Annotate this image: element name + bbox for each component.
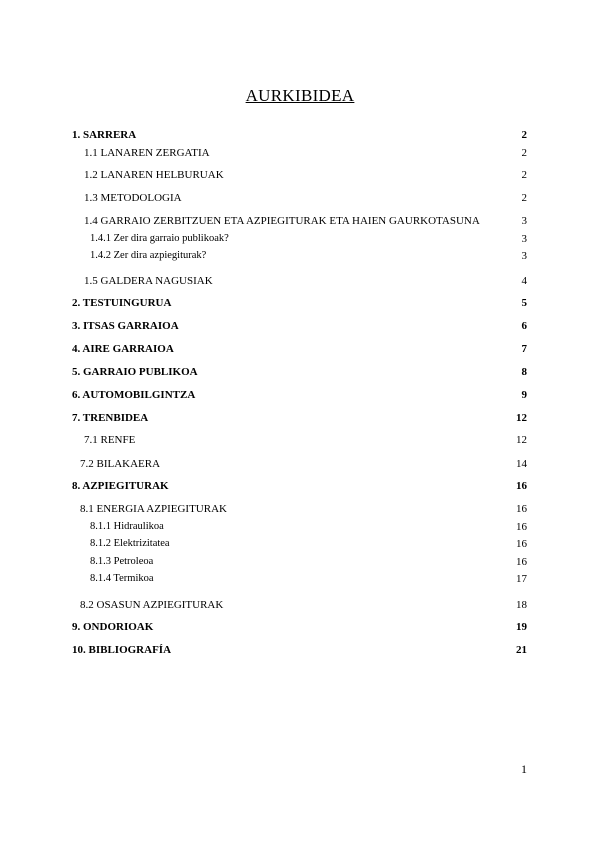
toc-entry-label: 8.1 ENERGIA AZPIEGITURAK [80, 503, 227, 515]
toc-entry-label: 8.1.1 Hidraulikoa [90, 521, 164, 532]
toc-entry-page: 16 [516, 556, 527, 568]
toc-entry-page: 2 [521, 192, 527, 204]
toc-entry-page: 4 [521, 275, 527, 287]
toc-entry-page: 5 [521, 297, 527, 309]
toc-entry-page: 12 [516, 412, 527, 424]
toc-entry-label: 7. TRENBIDEA [72, 412, 149, 424]
toc-entry-label: 3. ITSAS GARRAIOA [72, 320, 179, 332]
toc-entry-page: 18 [516, 599, 527, 611]
page-title: AURKIBIDEA [245, 86, 355, 105]
toc-entry-label: 1.4.2 Zer dira azpiegiturak? [90, 250, 207, 261]
page-number: 1 [521, 762, 527, 776]
toc-entry-label: 8.1.2 Elektrizitatea [90, 538, 170, 549]
toc-entry-label: 10. BIBLIOGRAFÍA [72, 644, 172, 656]
toc-entry-label: 5. GARRAIO PUBLIKOA [72, 366, 198, 378]
toc-entry-label: 2. TESTUINGURUA [72, 297, 172, 309]
toc-entry-label: 8. AZPIEGITURAK [72, 480, 169, 492]
toc-entry-page: 16 [516, 521, 527, 533]
toc-entry-label: 9. ONDORIOAK [72, 621, 154, 633]
toc-entry-label: 4. AIRE GARRAIOA [72, 343, 174, 355]
toc-entry-page: 3 [521, 215, 527, 227]
toc-entry-label: 1.4.1 Zer dira garraio publikoak? [90, 233, 229, 244]
toc-entry-page: 12 [516, 434, 527, 446]
toc-entry-page: 21 [516, 644, 527, 656]
toc-entry-page: 19 [516, 621, 527, 633]
toc-entry-page: 2 [521, 129, 527, 141]
toc-entry-page: 6 [521, 320, 527, 332]
toc-entry-page: 17 [516, 573, 527, 585]
toc-entry-label: 8.1.3 Petroleoa [90, 556, 154, 567]
toc-entry-label: 7.2 BILAKAERA [80, 458, 161, 470]
toc-entry-label: 1.4 GARRAIO ZERBITZUEN ETA AZPIEGITURAK ETA HAIEN GAURKOTASUNA [84, 215, 480, 227]
toc-entry-page: 7 [521, 343, 527, 355]
toc-entry-page: 16 [516, 503, 527, 515]
toc-entry-label: 6. AUTOMOBILGINTZA [72, 389, 196, 401]
toc-entry-label: 8.2 OSASUN AZPIEGITURAK [80, 599, 224, 611]
toc-entry-label: 1.1 LANAREN ZERGATIA [84, 147, 210, 159]
toc-entry-label: 1.3 METODOLOGIA [84, 192, 182, 204]
toc-entry-page: 9 [521, 389, 527, 401]
toc-entry-page: 16 [516, 480, 527, 492]
toc-entry-label: 1.2 LANAREN HELBURUAK [84, 169, 224, 181]
toc-entry-page: 3 [521, 250, 527, 262]
toc-entry-label: 1.5 GALDERA NAGUSIAK [84, 275, 213, 287]
toc-entry-page: 8 [521, 366, 527, 378]
toc-entry-label: 7.1 RENFE [84, 434, 136, 446]
toc-entry-label: 1. SARRERA [72, 129, 137, 141]
toc-entry-page: 2 [521, 169, 527, 181]
toc-entry-page: 16 [516, 538, 527, 550]
toc-entry-page: 14 [516, 458, 527, 470]
toc-entry-page: 3 [521, 233, 527, 245]
toc-entry-page: 2 [521, 147, 527, 159]
toc-entry-label: 8.1.4 Termikoa [90, 573, 154, 584]
